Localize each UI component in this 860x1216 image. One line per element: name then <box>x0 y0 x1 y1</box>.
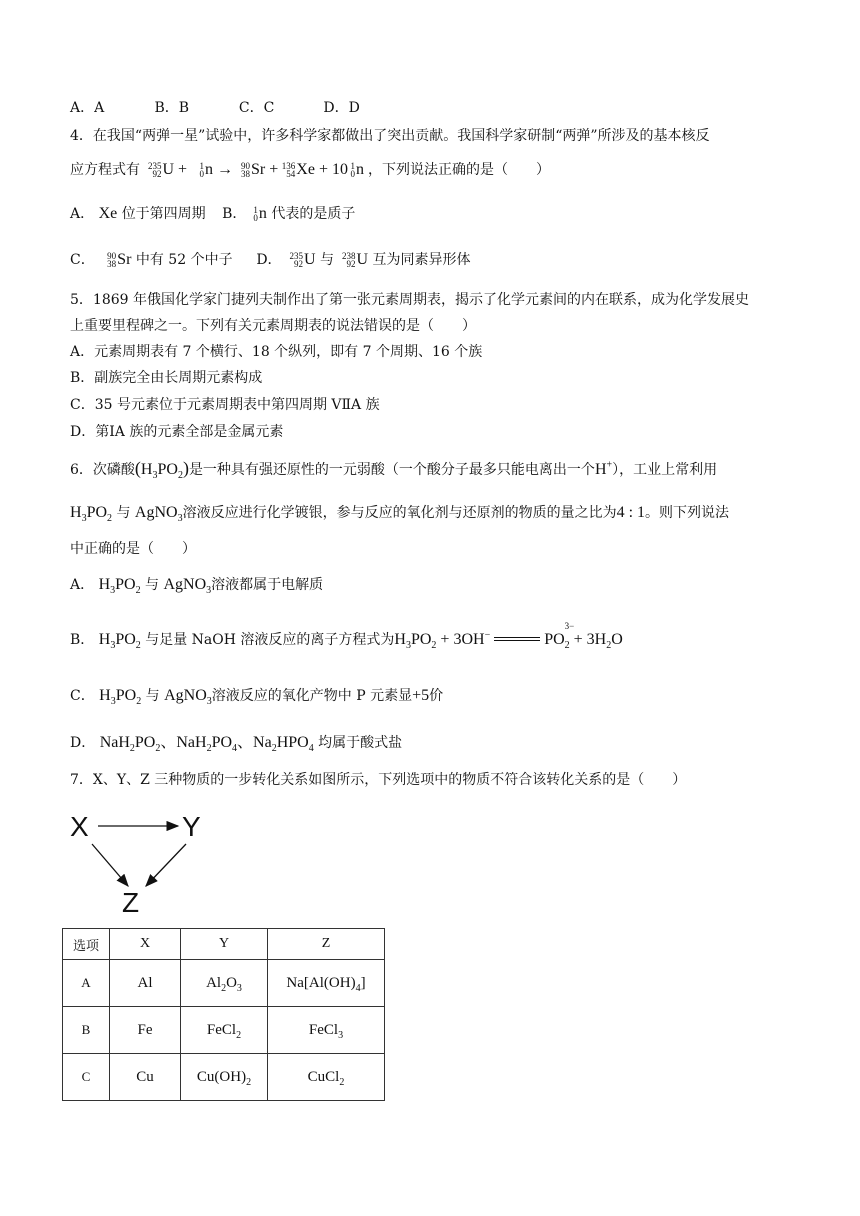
q5-stem-line2: 上重要里程碑之一。下列有关元素周期表的说法错误的是（ ） <box>70 318 476 334</box>
q6-option-a: A． $H_3PO_2$ 与 AgNO$_3$溶液都属于电解质 <box>70 576 324 597</box>
q5-option-c: C．35 号元素位于元素周期表中第四周期 VⅡA 族 <box>70 397 380 413</box>
table-row <box>63 960 385 1007</box>
table-cell: $Cu(OH)_2$ <box>181 1054 268 1101</box>
table-cell: $Na[Al(OH)_4]$ <box>268 960 385 1007</box>
q6-stem-line3: 中正确的是（ ） <box>70 541 196 557</box>
q3-options <box>70 98 360 118</box>
q5-stem-line1: 5．1869 年俄国化学家门捷列夫制作出了第一张元素周期表，揭示了化学元素间的内在联系，成为化学发展史 <box>70 292 749 308</box>
table-header: Y <box>181 929 268 960</box>
table-cell: $Al_2O_3$ <box>181 960 268 1007</box>
q6-option-b: B． $H_3PO_2$ 与足量 NaOH 溶液反应的离子方程式为$H_3PO_2 + 3OH^-$ PO $_{3- 2} + 3H_2O$ <box>70 621 623 652</box>
q5-option-a: A．元素周期表有 7 个横行、18 个纵列，即有 7 个周期、16 个族 <box>70 344 483 360</box>
q4-options-ab: A． Xe 位于第四周期 B． 1 0 n 代表的是质子 <box>70 205 356 224</box>
q3-option-a: A．A <box>70 100 105 116</box>
table-cell: B <box>63 1007 110 1054</box>
q7-table <box>62 928 385 1101</box>
q3-option-c: C．C <box>238 100 275 116</box>
table-cell: CuCl$_2$ <box>268 1054 385 1101</box>
q6-stem-line2: $H_3PO_2$ 与 AgNO$_3$溶液反应进行化学镀银，参与反应的氧化剂与还原剂的物质的量之比为4 : 1。则下列说法 <box>70 504 730 525</box>
table-cell: FeCl$_2$ <box>181 1007 268 1054</box>
arrow-x-to-z <box>92 844 128 886</box>
q4-stem-line2: 应方程式有 235 92 U + 1 0 n → 90 38 Sr + 136 54 Xe + 10 1 0 n ，下列说法正确的是（ ） <box>70 161 550 180</box>
nuclear-equation: 235 92 U + 1 0 n → 90 38 Sr + 136 54 Xe + 10 1 0 n <box>147 161 368 180</box>
conversion-diagram <box>62 810 222 920</box>
table-cell: A <box>63 960 110 1007</box>
table-cell: Cu <box>110 1054 181 1101</box>
diagram-x: X <box>70 811 89 842</box>
table-row <box>63 1054 385 1101</box>
q6-option-c: C． $H_3PO_2$ 与 AgNO$_3$溶液反应的氧化产物中 P 元素显+5价 <box>70 687 444 708</box>
table-header: Z <box>268 929 385 960</box>
table-cell: Al <box>110 960 181 1007</box>
diagram-z: Z <box>122 887 140 918</box>
q4-options-cd: C． 90 38 Sr 中有 52 个中子 D． 235 92 U 与 238 92 U 互为同素异形体 <box>70 251 471 270</box>
q6-stem-line1: 6．次磷酸$(H_3PO_2)$是一种具有强还原性的一元弱酸（一个酸分子最多只能电离出一个H+），工业上常利用 <box>70 458 718 482</box>
q7-stem: 7．X、Y、Z 三种物质的一步转化关系如图所示，下列选项中的物质不符合该转化关系的是（ ） <box>70 772 687 788</box>
q4-stem-line1: 4．在我国“两弹一星”试验中，许多科学家都做出了突出贡献。我国科学家研制“两弹”所涉及的基本核反 <box>70 128 710 144</box>
table-row <box>63 1007 385 1054</box>
table-header: 选项 <box>63 929 110 960</box>
q3-option-d: D．D <box>323 100 360 116</box>
q3-option-b: B．B <box>154 100 190 116</box>
table-header-row <box>63 929 385 960</box>
q5-option-b: B．副族完全由长周期元素构成 <box>70 370 263 386</box>
q5-option-d: D．第ⅠA 族的元素全部是金属元素 <box>70 424 284 440</box>
diagram-y: Y <box>182 811 201 842</box>
q6-option-d: D． $NaH_2PO_2$、$NaH_2PO_4$、$Na_2HPO_4$ 均属于酸式盐 <box>70 734 403 755</box>
table-cell: C <box>63 1054 110 1101</box>
table-header: X <box>110 929 181 960</box>
arrow-y-to-z <box>146 844 186 886</box>
table-cell: Fe <box>110 1007 181 1054</box>
table-cell: FeCl$_3$ <box>268 1007 385 1054</box>
